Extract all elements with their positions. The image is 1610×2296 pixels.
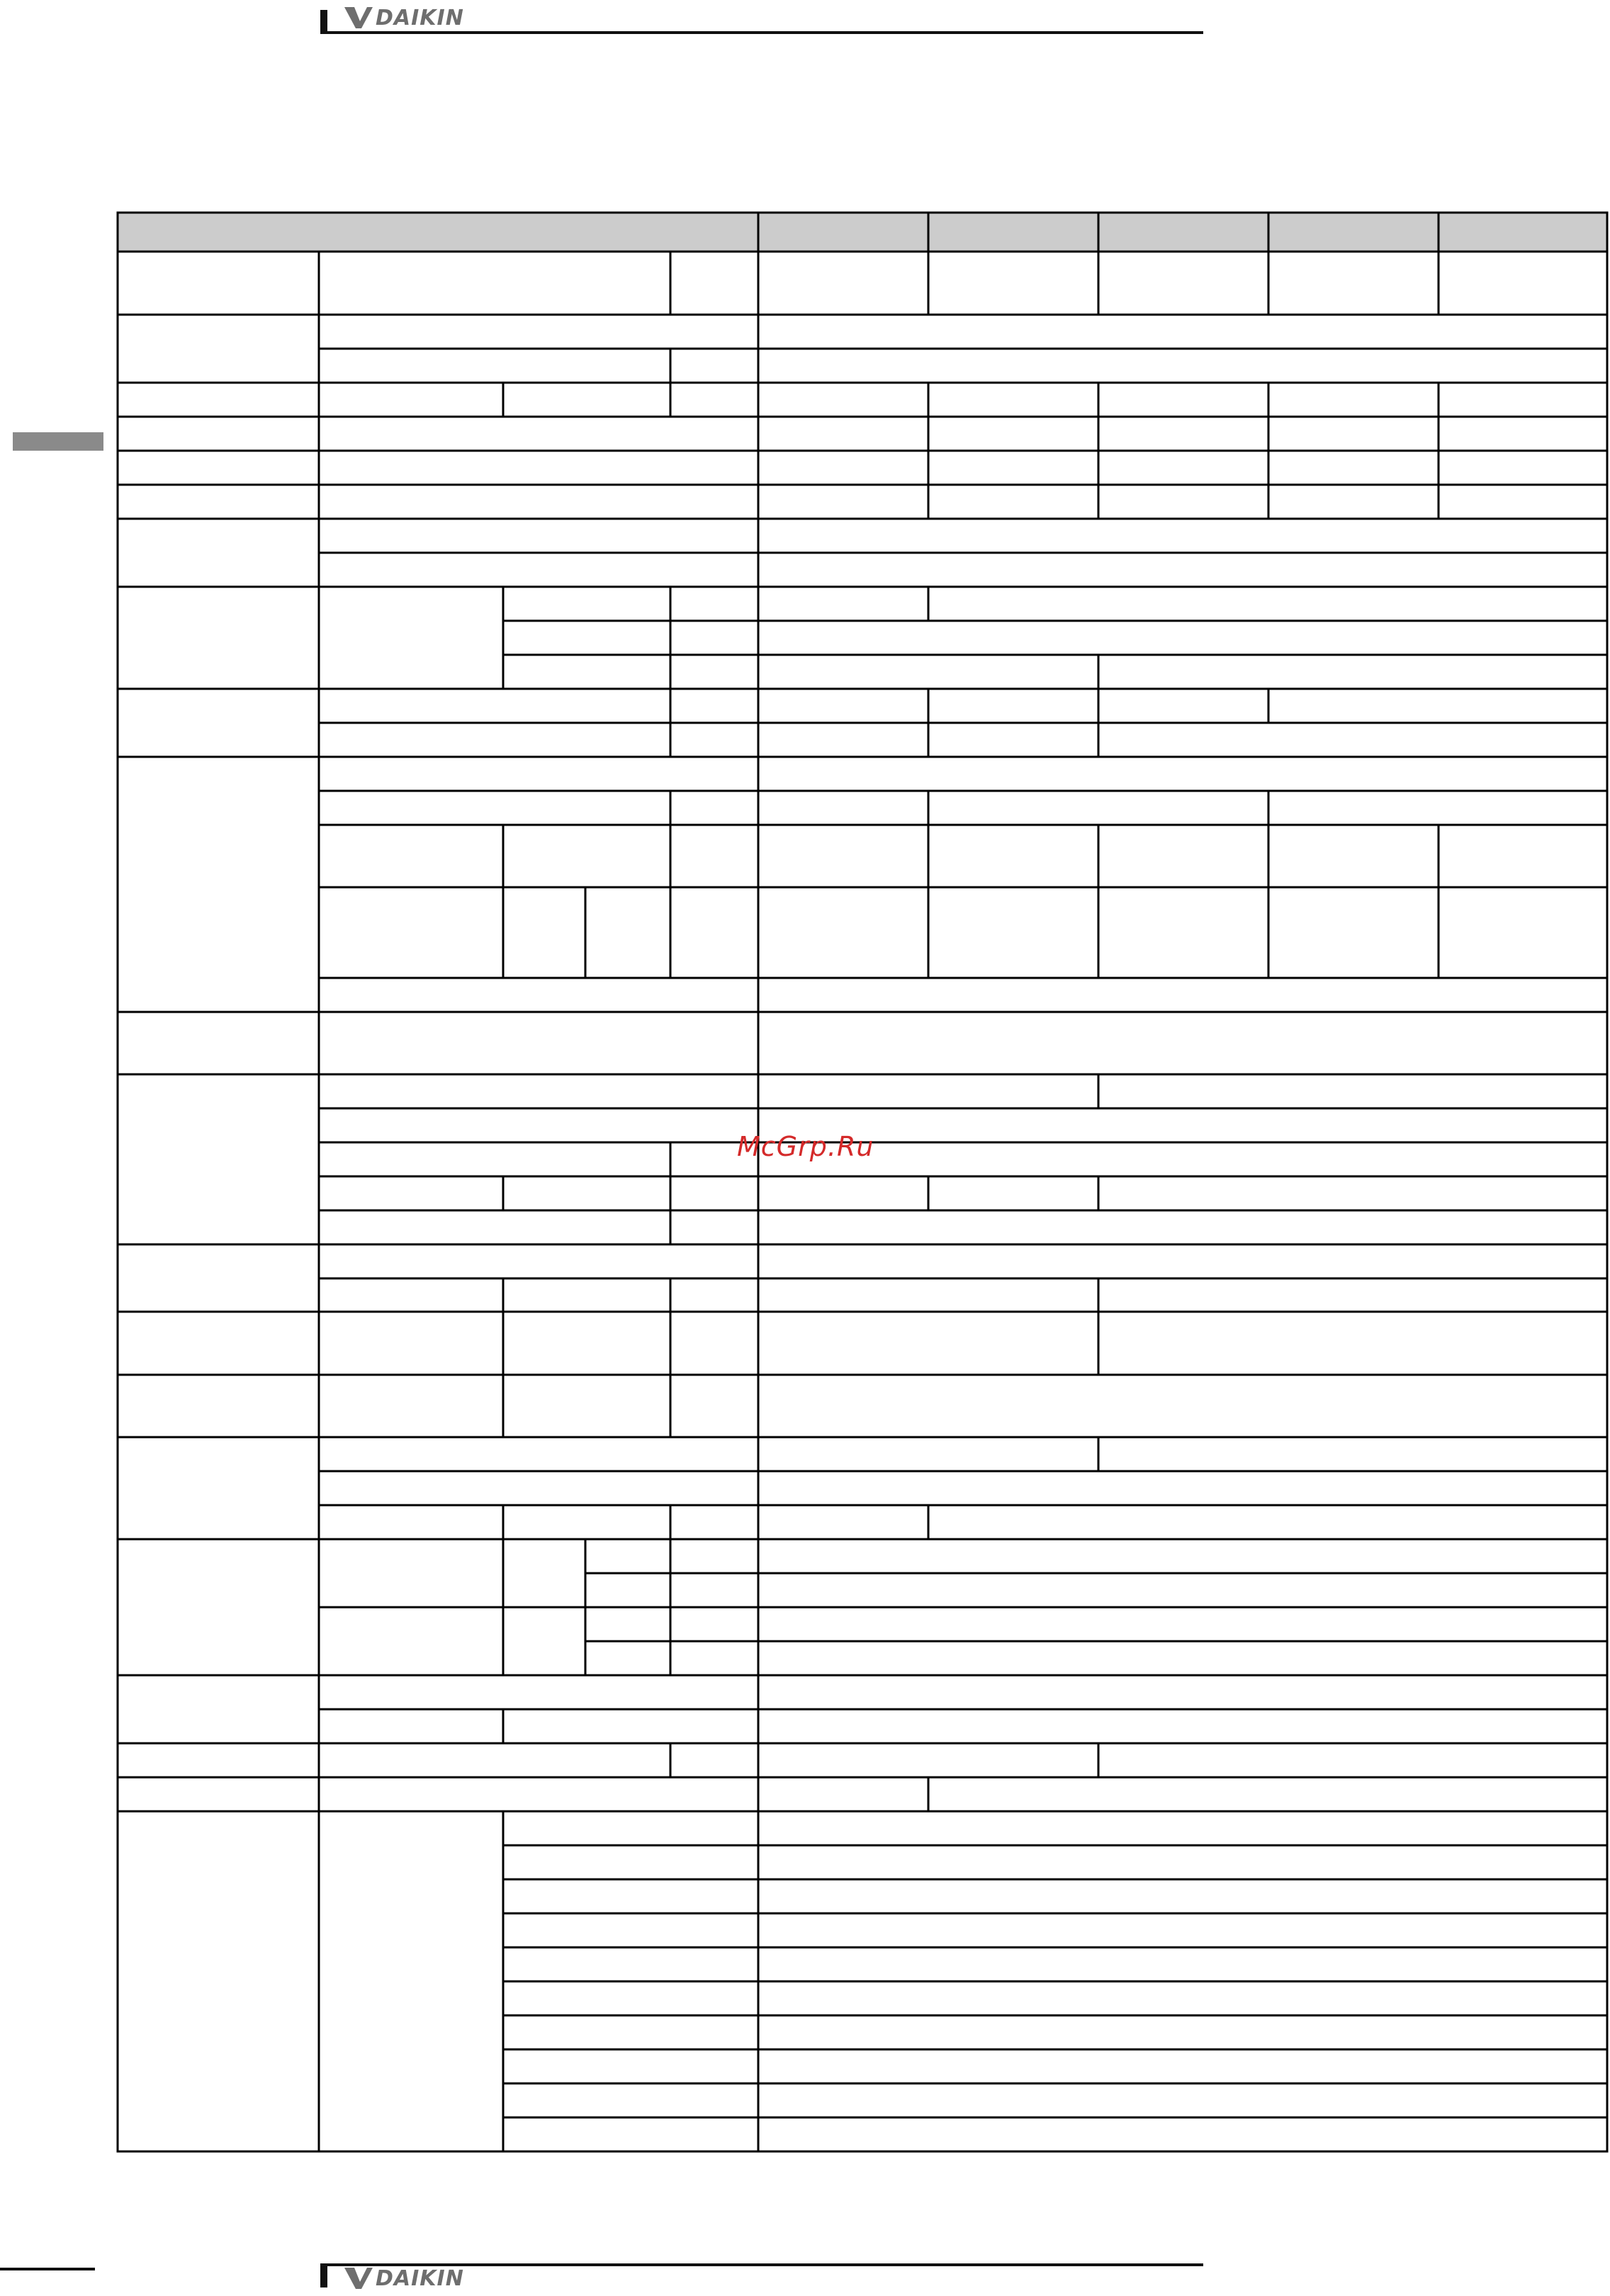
watermark-text: McGrp.Ru (737, 1131, 874, 1162)
daikin-logo-icon (344, 2266, 373, 2290)
footer-logo (344, 2265, 472, 2292)
footer-brand-name: DAIKIN (376, 2266, 464, 2291)
footer-brand-bar (320, 2263, 327, 2287)
header-brand-name: DAIKIN (376, 5, 464, 30)
footer-left-rule (0, 2268, 95, 2270)
table-header-row (118, 213, 1607, 252)
